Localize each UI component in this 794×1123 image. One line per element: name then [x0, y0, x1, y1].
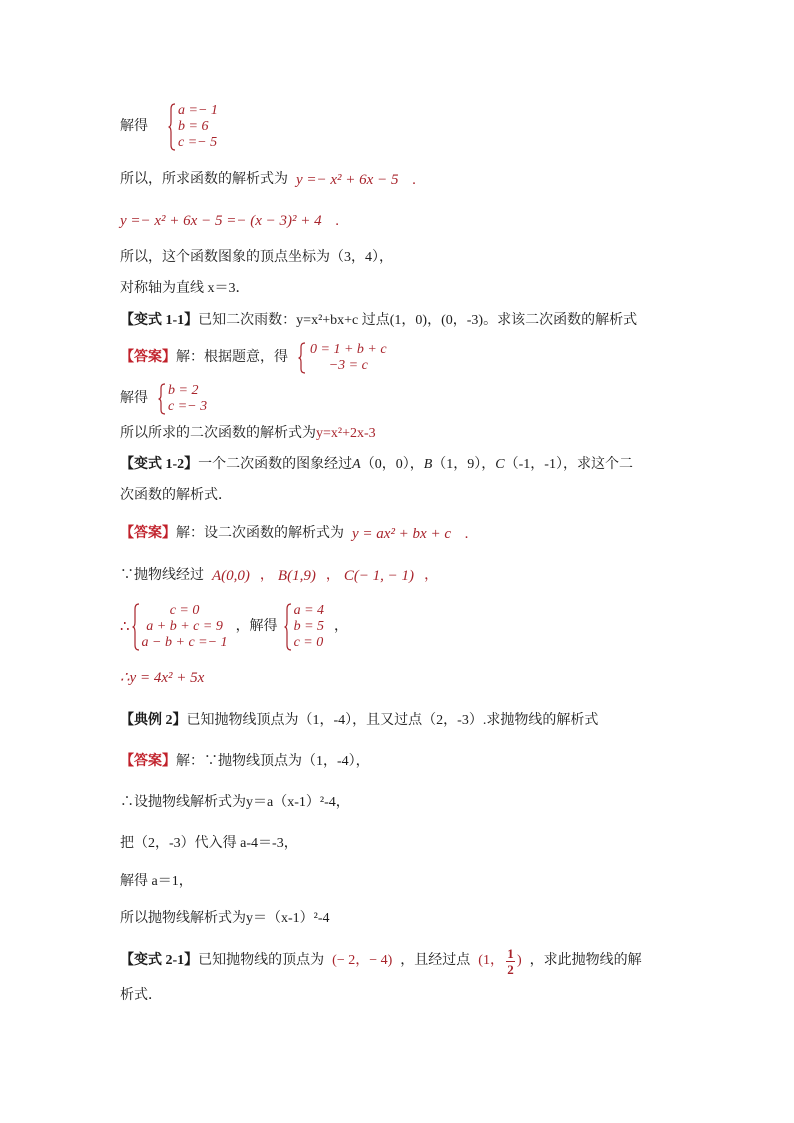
equation: c =− 5 [178, 135, 218, 150]
equation: b = 2 [168, 383, 199, 398]
answer-text: 把（2，-3）代入得 a-4＝-3， [120, 836, 298, 851]
answer-text: 解：∵抛物线顶点为（1，-4）， [176, 754, 370, 769]
answer-2-line [120, 909, 330, 929]
example-tag: 【典例 2】 [120, 713, 187, 728]
answer-1-1-solution [120, 383, 207, 415]
vertex-form-line [120, 211, 339, 231]
point-c: C(− 1, − 1) [343, 568, 415, 584]
vertex-coordinate-text: 所以，这个函数图象的顶点坐标为（3，4）， [120, 250, 393, 265]
answer-1-2-setup [120, 524, 469, 544]
period: . [412, 172, 417, 188]
answer-text: 解得 a＝1， [120, 874, 193, 889]
point-coords: （-1，-1），求这个二 [504, 457, 633, 472]
equation-system [310, 342, 387, 374]
answer-text: ∴设抛物线解析式为y＝a（x-1）²-4， [120, 795, 350, 810]
equation: a − b + c =− 1 [141, 635, 228, 650]
variant-1-1-question [120, 311, 637, 331]
answer-2-line [120, 834, 298, 854]
separator: ， [259, 568, 274, 583]
vertex-coords: (− 2，− 4) [332, 953, 393, 968]
question-text: ，且经过点 [400, 953, 471, 968]
therefore-symbol: ∴ [120, 619, 130, 635]
equation: a =− 1 [178, 103, 218, 118]
equation-system [168, 383, 207, 415]
solution-system [294, 603, 324, 651]
point-b: B(1,9) [277, 568, 316, 584]
general-form-formula: y = ax² + bx + c [352, 526, 451, 542]
question-text: 析式． [120, 988, 162, 1003]
equation: 0 = 1 + b + c [310, 342, 387, 357]
question-text: 一个二次函数的图象经过 [198, 457, 353, 472]
answer-2-line [120, 793, 350, 813]
period: . [465, 526, 469, 542]
result-text: 所以所求的二次函数的解析式为 [120, 426, 316, 441]
variant-2-1-question [120, 944, 642, 978]
result-text: 所以，所求函数的解析式为 [120, 172, 288, 187]
answer-1-2-result [120, 668, 204, 688]
brace-icon [284, 603, 292, 651]
axis-text: 对称轴为直线 x＝3． [120, 281, 250, 296]
equation: −3 = c [328, 358, 368, 373]
point-close: ) [516, 953, 522, 968]
answer-2-line [120, 752, 370, 772]
brace-icon [158, 383, 166, 415]
equation: c = 0 [169, 603, 200, 618]
equation: a = 4 [293, 603, 325, 618]
variant-tag: 【变式 2-1】 [120, 953, 199, 968]
point-label: A [352, 457, 361, 472]
solve-label: 解得 [120, 119, 148, 134]
variant-tag: 【变式 1-2】 [120, 457, 199, 472]
vertex-coordinate-line [120, 248, 393, 268]
equation-system [178, 103, 218, 151]
question-text: 已知二次雨数：y=x²+bx+c 过点(1，0)，(0，-3)。求该二次函数的解析式 [198, 313, 638, 328]
fraction-numerator: 1 [507, 945, 514, 961]
answer-text: 解：设二次函数的解析式为 [176, 526, 344, 541]
point-label: B [423, 457, 433, 472]
result-formula: y =− x² + 6x − 5 [296, 172, 399, 188]
separator: ， [334, 619, 349, 634]
solve-system-1 [120, 102, 218, 152]
brace-icon [298, 342, 306, 374]
answer-text: 解：根据题意，得 [176, 350, 288, 365]
equation: a + b + c = 9 [146, 619, 223, 634]
result-formula: ∴y = 4x² + 5x [120, 670, 205, 686]
point-open: (1， [478, 953, 504, 968]
point-label: C [495, 457, 505, 472]
question-text: 次函数的解析式． [120, 488, 232, 503]
vertex-form-formula: y =− x² + 6x − 5 =− (x − 3)² + 4 [120, 213, 322, 229]
period: . [335, 213, 340, 229]
point-coords: （1，9）， [432, 457, 496, 472]
variant-1-2-question-cont [120, 486, 232, 506]
variant-2-1-question-cont [120, 986, 162, 1006]
answer-tag: 【答案】 [120, 526, 176, 541]
equation: c =− 3 [168, 399, 208, 414]
separator: ， [424, 568, 439, 583]
equation: b = 5 [293, 619, 325, 634]
answer-2-line [120, 872, 193, 892]
answer-text: 所以抛物线解析式为y＝（x-1）²-4 [120, 911, 330, 926]
passes-text: ∵抛物线经过 [120, 568, 204, 583]
point-coords: （0，0）， [360, 457, 424, 472]
example-2-question [120, 711, 598, 731]
equation-system [142, 603, 228, 651]
equation: c = 0 [293, 635, 324, 650]
solve-label: ，解得 [235, 619, 278, 634]
question-text: 已知抛物线的顶点为 [198, 953, 325, 968]
variant-1-2-question [120, 455, 633, 475]
fraction-denominator: 2 [507, 961, 514, 977]
point-a: A(0,0) [212, 568, 250, 584]
solve-label: 解得 [120, 391, 148, 406]
answer-1-2-points [120, 566, 438, 586]
variant-tag: 【变式 1-1】 [120, 313, 199, 328]
result-line-1 [120, 170, 416, 190]
answer-tag: 【答案】 [120, 350, 176, 365]
axis-line [120, 279, 250, 299]
equation: b = 6 [178, 119, 209, 134]
fraction [506, 947, 515, 976]
brace-icon [168, 103, 176, 151]
answer-1-1-setup [120, 341, 387, 375]
answer-1-2-systems [120, 602, 348, 652]
separator: ， [325, 568, 340, 583]
question-text: 已知抛物线顶点为（1，-4），且又过点（2，-3）.求抛物线的解析式 [186, 713, 599, 728]
question-text: ，求此抛物线的解 [529, 953, 642, 968]
answer-tag: 【答案】 [120, 754, 176, 769]
result-formula: y=x²+2x-3 [316, 426, 376, 441]
brace-icon [132, 603, 140, 651]
answer-1-1-result [120, 424, 376, 444]
